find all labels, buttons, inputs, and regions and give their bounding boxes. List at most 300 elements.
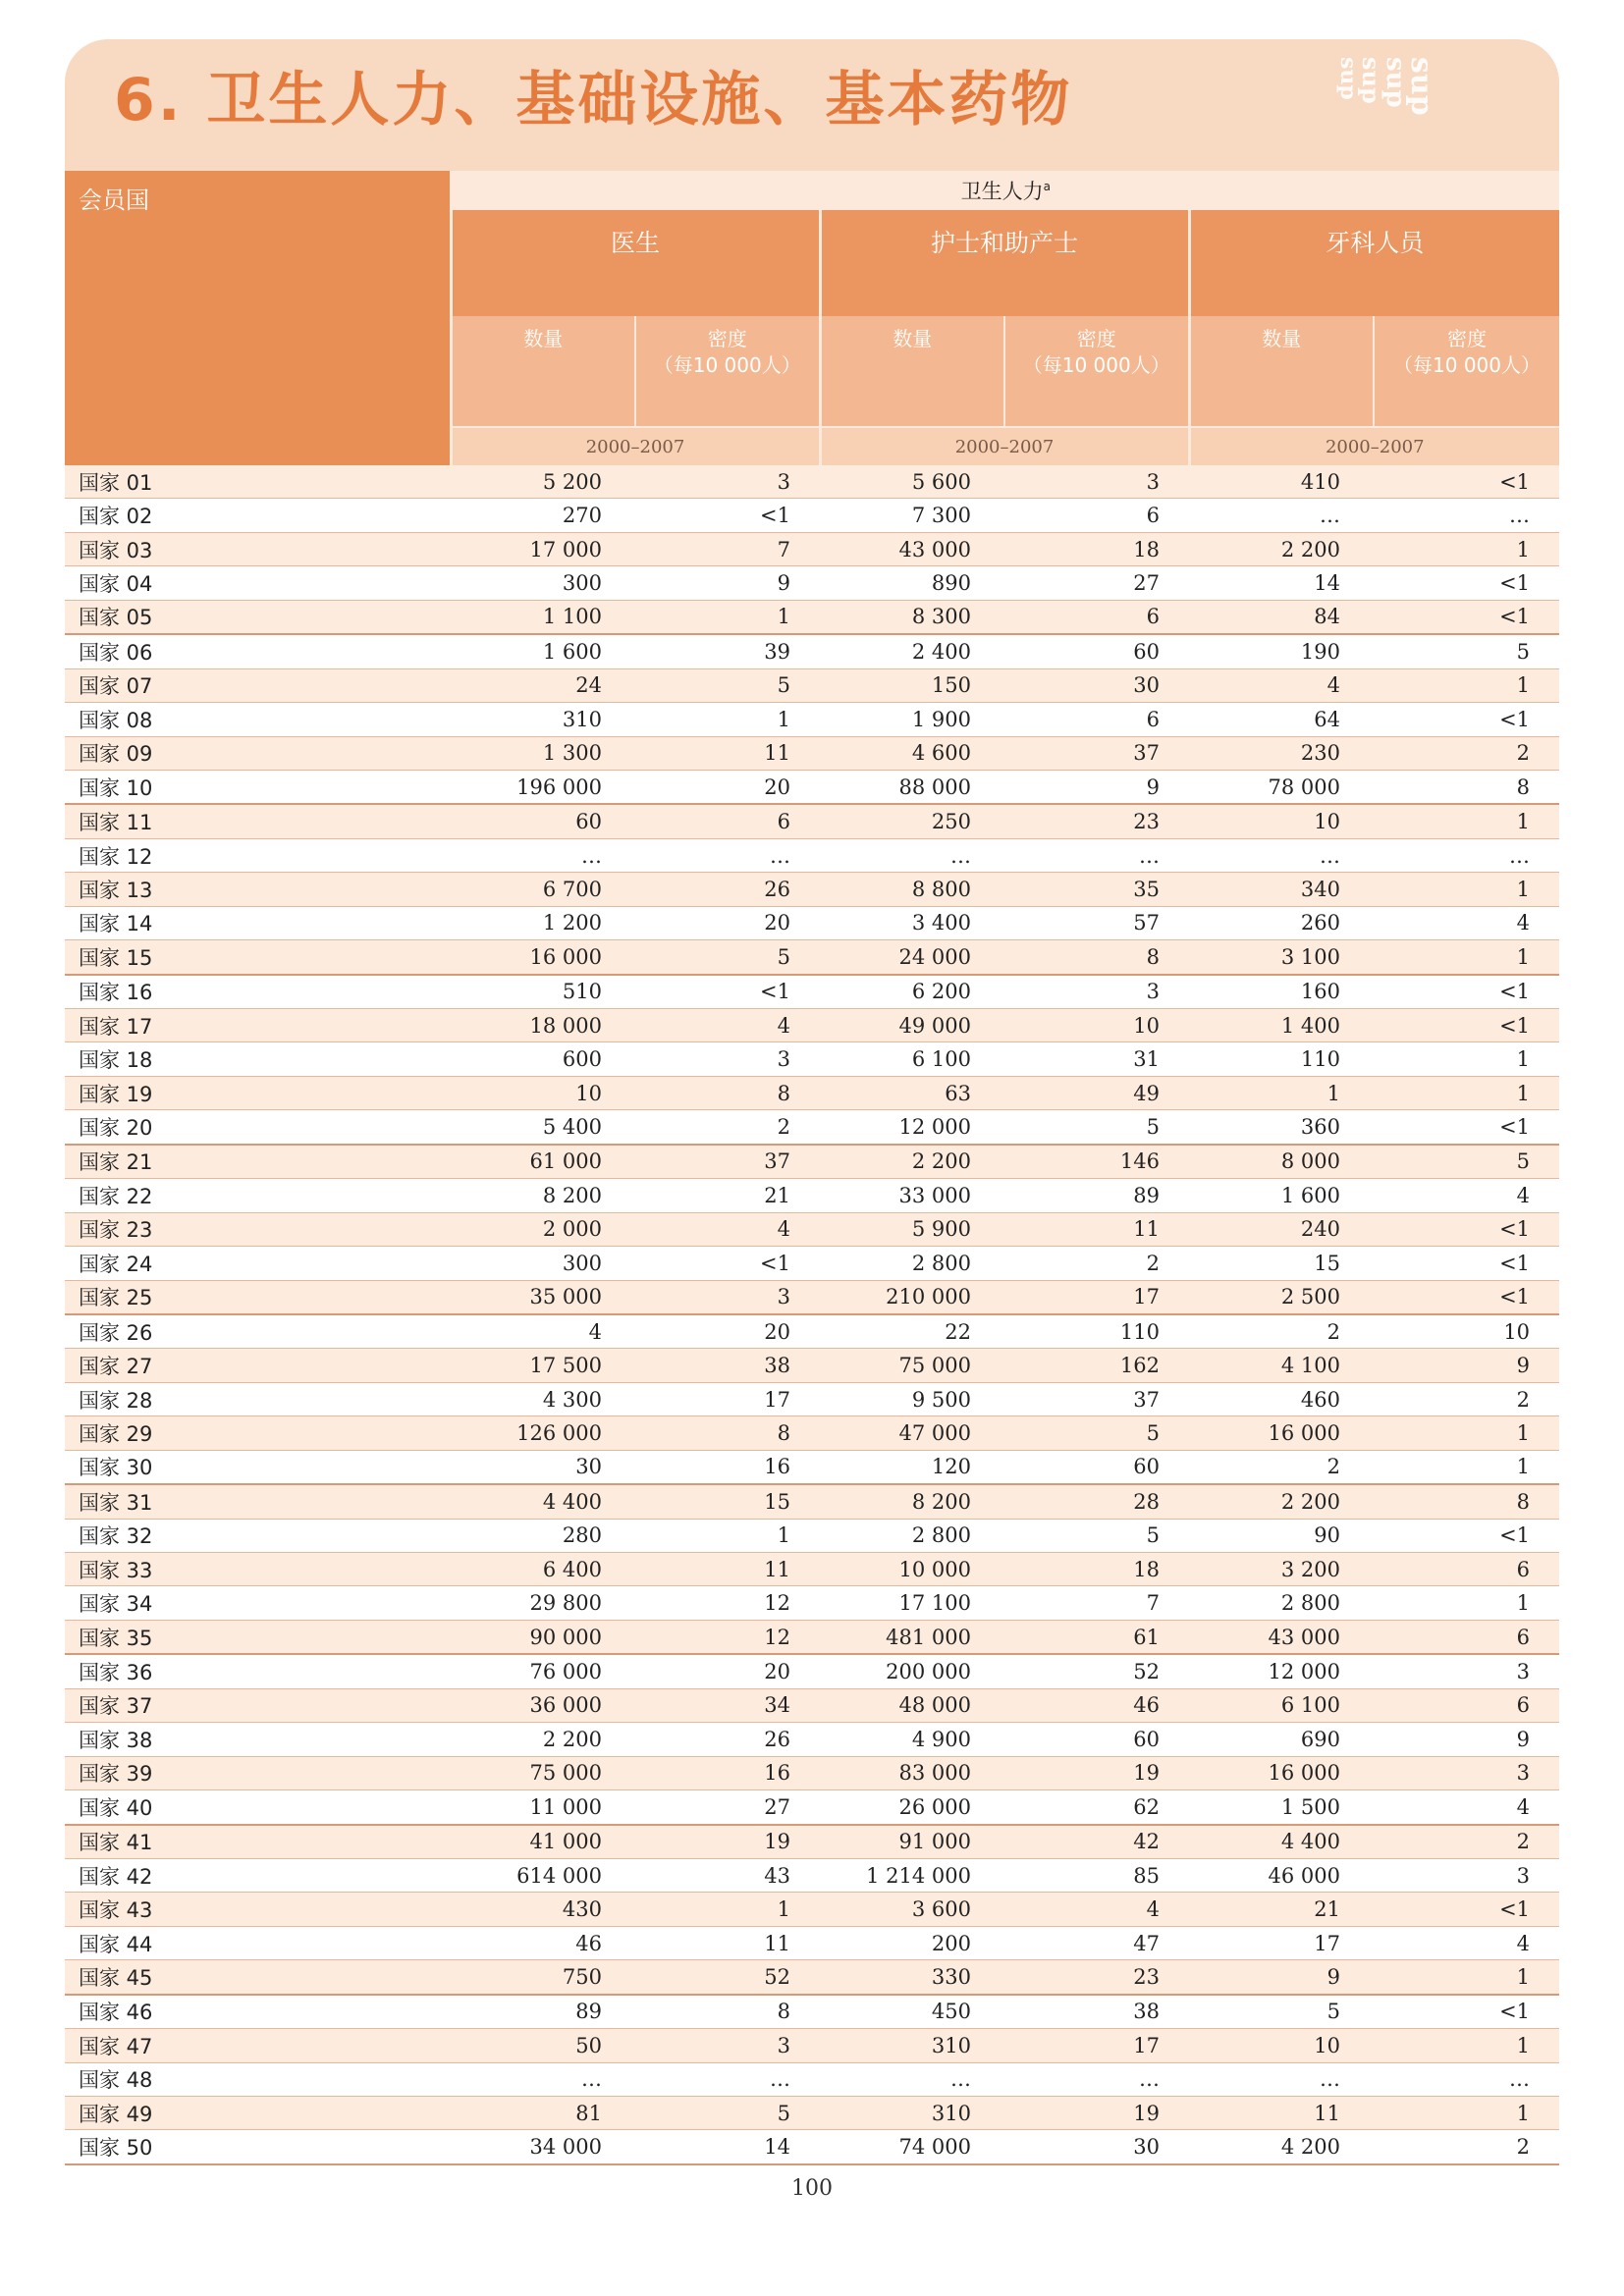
table-row [65, 1723, 1559, 1756]
dentistry-count-cell: 190 [1189, 634, 1374, 668]
table-row [65, 1349, 1559, 1382]
physicians-count-cell: 4 400 [451, 1484, 635, 1519]
density-unit: （每10 000人） [1022, 353, 1170, 377]
dentistry-density-cell: 6 [1374, 1620, 1559, 1654]
dentistry-density-cell: 1 [1374, 804, 1559, 838]
nurses-count-cell: 24 000 [820, 940, 1004, 975]
country-cell: 国家 42 [65, 1858, 451, 1892]
country-cell: 国家 22 [65, 1179, 451, 1212]
nurses-count-cell: 8 200 [820, 1484, 1004, 1519]
table-row [65, 1416, 1559, 1450]
nurses-density-cell: 46 [1004, 1688, 1189, 1722]
nurses-count-cell: 6 200 [820, 975, 1004, 1009]
nurses-density-cell: 6 [1004, 499, 1189, 532]
nurses-count-cell: … [820, 838, 1004, 872]
nurses-density-cell: 60 [1004, 1450, 1189, 1484]
physicians-density-cell: 7 [635, 532, 820, 565]
physicians-count-cell: 2 000 [451, 1212, 635, 1246]
dentistry-density-cell: 9 [1374, 1349, 1559, 1382]
nurses-count-cell: 9 500 [820, 1382, 1004, 1415]
dentistry-density-cell: 2 [1374, 736, 1559, 770]
dentistry-count-cell: 64 [1189, 703, 1374, 736]
table-row [65, 873, 1559, 906]
physicians-density-cell: 20 [635, 1314, 820, 1349]
dentistry-count-cell: 4 400 [1189, 1825, 1374, 1859]
nurses-density-cell: 42 [1004, 1825, 1189, 1859]
dentistry-count-cell: 10 [1189, 2029, 1374, 2062]
physicians-density-cell: 26 [635, 1723, 820, 1756]
country-cell: 国家 08 [65, 703, 451, 736]
dentistry-density-cell: 8 [1374, 1484, 1559, 1519]
nurses-density-cell: 60 [1004, 1723, 1189, 1756]
dentistry-density-cell: 2 [1374, 2130, 1559, 2164]
physicians-count-cell: 16 000 [451, 940, 635, 975]
dentistry-count-cell: 43 000 [1189, 1620, 1374, 1654]
physicians-density-cell: 34 [635, 1688, 820, 1722]
country-cell: 国家 06 [65, 634, 451, 668]
country-cell: 国家 23 [65, 1212, 451, 1246]
dentistry-density-cell: 5 [1374, 1145, 1559, 1179]
physicians-density-cell: 52 [635, 1960, 820, 1995]
table-row [65, 1009, 1559, 1042]
physicians-count-cell: 4 [451, 1314, 635, 1349]
dentistry-count-cell: 3 200 [1189, 1553, 1374, 1586]
decorative-text-emblem [1335, 53, 1441, 157]
dentistry-density-cell: 1 [1374, 1416, 1559, 1450]
nurses-count-cell: 26 000 [820, 1790, 1004, 1825]
physicians-density-cell: 1 [635, 600, 820, 634]
nurses-density-cell: 3 [1004, 465, 1189, 499]
nurses-count-cell: 450 [820, 1995, 1004, 2029]
dentistry-count-cell: 16 000 [1189, 1416, 1374, 1450]
nurses-count-cell: 48 000 [820, 1688, 1004, 1722]
nurses-years: 2000–2007 [820, 427, 1189, 465]
dentistry-density-cell: 1 [1374, 532, 1559, 565]
physicians-density-cell: 27 [635, 1790, 820, 1825]
nurses-density-cell: … [1004, 2062, 1189, 2096]
country-column-header: 会员国 [65, 171, 451, 465]
table-row [65, 906, 1559, 939]
physicians-density-cell: 1 [635, 1893, 820, 1926]
dentistry-density-cell: 1 [1374, 1450, 1559, 1484]
country-cell: 国家 38 [65, 1723, 451, 1756]
nurses-count-cell: 17 100 [820, 1586, 1004, 1620]
nurses-count-cell: 8 300 [820, 600, 1004, 634]
physicians-count-cell: 89 [451, 1995, 635, 2029]
dentistry-count-cell: 78 000 [1189, 770, 1374, 804]
physicians-density-cell: 26 [635, 873, 820, 906]
physicians-count-cell: 60 [451, 804, 635, 838]
table-row [65, 940, 1559, 975]
physicians-density-cell: 3 [635, 465, 820, 499]
dentistry-count-cell: 8 000 [1189, 1145, 1374, 1179]
dentistry-count-cell: 16 000 [1189, 1756, 1374, 1789]
country-cell: 国家 21 [65, 1145, 451, 1179]
nurses-count-cell: 4 900 [820, 1723, 1004, 1756]
nurses-density-cell: 17 [1004, 2029, 1189, 2062]
nurses-count-cell: 88 000 [820, 770, 1004, 804]
nurses-count-cell: 1 214 000 [820, 1858, 1004, 1892]
dentistry-count-cell: 5 [1189, 1995, 1374, 2029]
nurses-density-cell: 162 [1004, 1349, 1189, 1382]
dentistry-count-cell: 1 500 [1189, 1790, 1374, 1825]
table-row [65, 1519, 1559, 1552]
table-row [65, 1076, 1559, 1109]
physicians-count-cell: 50 [451, 2029, 635, 2062]
nurses-count-cell: 1 900 [820, 703, 1004, 736]
country-cell: 国家 27 [65, 1349, 451, 1382]
deco-text-1: sup [1404, 57, 1438, 116]
dentistry-count-cell: 2 800 [1189, 1586, 1374, 1620]
table-row [65, 1247, 1559, 1280]
dentistry-count-cell: 11 [1189, 2097, 1374, 2130]
nurses-count-cell: 3 600 [820, 1893, 1004, 1926]
nurses-density-cell: 38 [1004, 1995, 1189, 2029]
physicians-density-cell: <1 [635, 499, 820, 532]
nurses-count-cell: 22 [820, 1314, 1004, 1349]
dentistry-count-cell: 260 [1189, 906, 1374, 939]
physicians-count-cell: … [451, 838, 635, 872]
physicians-count-cell: 41 000 [451, 1825, 635, 1859]
dentistry-density-cell: 3 [1374, 1756, 1559, 1789]
nurses-density-cell: 146 [1004, 1145, 1189, 1179]
table-row [65, 838, 1559, 872]
nurses-density-cell: 6 [1004, 600, 1189, 634]
table-row [65, 566, 1559, 600]
physicians-density-cell: 38 [635, 1349, 820, 1382]
nurses-density-cell: 5 [1004, 1519, 1189, 1552]
country-cell: 国家 03 [65, 532, 451, 565]
dentistry-density-cell: … [1374, 499, 1559, 532]
country-cell: 国家 43 [65, 1893, 451, 1926]
physicians-count-cell: 1 300 [451, 736, 635, 770]
country-cell: 国家 15 [65, 940, 451, 975]
physicians-count-cell: 6 700 [451, 873, 635, 906]
physicians-count-cell: 6 400 [451, 1553, 635, 1586]
dentistry-density-cell: <1 [1374, 1280, 1559, 1314]
dentistry-density-cell: <1 [1374, 566, 1559, 600]
nurses-density-cell: 8 [1004, 940, 1189, 975]
workforce-label: 卫生人力 [960, 180, 1044, 203]
nurses-density-cell: 11 [1004, 1212, 1189, 1246]
nurses-density-cell: 89 [1004, 1179, 1189, 1212]
table-row [65, 1553, 1559, 1586]
physicians-count-cell: 17 500 [451, 1349, 635, 1382]
nurses-density-cell: 49 [1004, 1076, 1189, 1109]
dentistry-density-cell: 1 [1374, 1042, 1559, 1076]
table-row [65, 668, 1559, 702]
dentistry-density-cell: 1 [1374, 873, 1559, 906]
table-row [65, 1314, 1559, 1349]
nurses-density-cell: 18 [1004, 532, 1189, 565]
physicians-density-cell: 9 [635, 566, 820, 600]
nurses-header: 护士和助产士 [820, 210, 1189, 316]
table-row [65, 1280, 1559, 1314]
physicians-count-cell: 46 [451, 1926, 635, 1959]
physicians-count-cell: 75 000 [451, 1756, 635, 1789]
nurses-count-cell: 74 000 [820, 2130, 1004, 2164]
dentistry-count-cell: 90 [1189, 1519, 1374, 1552]
country-cell: 国家 40 [65, 1790, 451, 1825]
table-row [65, 1179, 1559, 1212]
table-row [65, 2062, 1559, 2096]
table-row [65, 804, 1559, 838]
country-cell: 国家 29 [65, 1416, 451, 1450]
physicians-count-cell: 600 [451, 1042, 635, 1076]
table-row [65, 1654, 1559, 1688]
dentistry-density-cell: <1 [1374, 1519, 1559, 1552]
dentistry-count-cell: 12 000 [1189, 1654, 1374, 1688]
table-row [65, 1756, 1559, 1789]
physicians-density-cell: 5 [635, 2097, 820, 2130]
dentistry-density-cell: 4 [1374, 1179, 1559, 1212]
nurses-density-cell: 30 [1004, 668, 1189, 702]
table-row [65, 770, 1559, 804]
nurses-density-cell: 110 [1004, 1314, 1189, 1349]
nurses-count-cell: 83 000 [820, 1756, 1004, 1789]
country-cell: 国家 33 [65, 1553, 451, 1586]
table-row [65, 2097, 1559, 2130]
dentistry-density-header [1374, 316, 1559, 427]
dentistry-density-cell: 2 [1374, 1382, 1559, 1415]
physicians-density-cell: 11 [635, 736, 820, 770]
physicians-count-cell: 280 [451, 1519, 635, 1552]
dentistry-count-cell: 2 200 [1189, 532, 1374, 565]
nurses-density-cell: 28 [1004, 1484, 1189, 1519]
nurses-density-cell: 19 [1004, 2097, 1189, 2130]
country-cell: 国家 32 [65, 1519, 451, 1552]
table-row [65, 2130, 1559, 2164]
nurses-density-cell: 6 [1004, 703, 1189, 736]
physicians-density-cell: 2 [635, 1110, 820, 1145]
nurses-count-cell: 890 [820, 566, 1004, 600]
dentistry-density-cell: 1 [1374, 2097, 1559, 2130]
dentistry-count-cell: 15 [1189, 1247, 1374, 1280]
country-cell: 国家 18 [65, 1042, 451, 1076]
nurses-density-cell: 23 [1004, 1960, 1189, 1995]
dentistry-count-cell: 360 [1189, 1110, 1374, 1145]
physicians-density-cell: 4 [635, 1009, 820, 1042]
dentistry-count-cell: 17 [1189, 1926, 1374, 1959]
physicians-density-cell: … [635, 2062, 820, 2096]
physicians-density-cell: 3 [635, 1042, 820, 1076]
dentistry-density-cell: 4 [1374, 906, 1559, 939]
nurses-count-cell: 47 000 [820, 1416, 1004, 1450]
nurses-count-cell: 75 000 [820, 1349, 1004, 1382]
table-row [65, 1620, 1559, 1654]
physicians-count-cell: 1 600 [451, 634, 635, 668]
dentistry-density-cell: <1 [1374, 1247, 1559, 1280]
country-cell: 国家 26 [65, 1314, 451, 1349]
table-row [65, 1382, 1559, 1415]
table-row [65, 2029, 1559, 2062]
table-row [65, 703, 1559, 736]
physicians-count-cell: 10 [451, 1076, 635, 1109]
physicians-count-cell: 270 [451, 499, 635, 532]
dentistry-count-cell: 1 600 [1189, 1179, 1374, 1212]
country-cell: 国家 19 [65, 1076, 451, 1109]
nurses-density-cell: 9 [1004, 770, 1189, 804]
dentistry-density-cell: 3 [1374, 1858, 1559, 1892]
dentistry-density-cell: 6 [1374, 1553, 1559, 1586]
nurses-count-cell: 3 400 [820, 906, 1004, 939]
nurses-count-cell: 330 [820, 1960, 1004, 1995]
dentistry-count-cell: 2 [1189, 1314, 1374, 1349]
dentistry-count-cell: 340 [1189, 873, 1374, 906]
dentistry-density-cell: … [1374, 838, 1559, 872]
physicians-count-header: 数量 [451, 316, 635, 427]
physicians-density-cell: 4 [635, 1212, 820, 1246]
page-number: 100 [791, 2176, 833, 2201]
nurses-density-cell: 30 [1004, 2130, 1189, 2164]
physicians-density-cell: 12 [635, 1586, 820, 1620]
nurses-count-cell: 49 000 [820, 1009, 1004, 1042]
physicians-density-cell: 3 [635, 2029, 820, 2062]
physicians-density-cell: 39 [635, 634, 820, 668]
nurses-density-cell: 37 [1004, 1382, 1189, 1415]
country-cell: 国家 24 [65, 1247, 451, 1280]
nurses-count-cell: 200 [820, 1926, 1004, 1959]
country-cell: 国家 44 [65, 1926, 451, 1959]
nurses-density-cell: 61 [1004, 1620, 1189, 1654]
nurses-count-cell: 310 [820, 2097, 1004, 2130]
country-cell: 国家 10 [65, 770, 451, 804]
table-row [65, 1858, 1559, 1892]
dentistry-count-cell: 2 500 [1189, 1280, 1374, 1314]
data-table [65, 171, 1559, 2165]
physicians-count-cell: 310 [451, 703, 635, 736]
dentistry-density-cell: 8 [1374, 770, 1559, 804]
physicians-count-cell: 34 000 [451, 2130, 635, 2164]
nurses-count-cell: 310 [820, 2029, 1004, 2062]
table-row [65, 634, 1559, 668]
density-unit: （每10 000人） [1393, 353, 1542, 377]
nurses-density-header [1004, 316, 1189, 427]
nurses-count-cell: 210 000 [820, 1280, 1004, 1314]
nurses-density-cell: 2 [1004, 1247, 1189, 1280]
table-row [65, 532, 1559, 565]
physicians-density-cell: 20 [635, 770, 820, 804]
nurses-count-header: 数量 [820, 316, 1004, 427]
physicians-density-cell: 11 [635, 1926, 820, 1959]
physicians-density-cell: 11 [635, 1553, 820, 1586]
country-cell: 国家 36 [65, 1654, 451, 1688]
country-cell: 国家 47 [65, 2029, 451, 2062]
dentistry-density-cell: 5 [1374, 634, 1559, 668]
dentistry-count-cell: 46 000 [1189, 1858, 1374, 1892]
dentistry-density-cell: <1 [1374, 1009, 1559, 1042]
physicians-density-cell: 16 [635, 1450, 820, 1484]
nurses-count-cell: 10 000 [820, 1553, 1004, 1586]
country-cell: 国家 05 [65, 600, 451, 634]
physicians-count-cell: 30 [451, 1450, 635, 1484]
dentistry-count-cell: 3 100 [1189, 940, 1374, 975]
nurses-density-cell: 18 [1004, 1553, 1189, 1586]
density-unit: （每10 000人） [653, 353, 801, 377]
physicians-density-cell: 3 [635, 1280, 820, 1314]
nurses-count-cell: 2 400 [820, 634, 1004, 668]
dentistry-density-cell: <1 [1374, 1212, 1559, 1246]
nurses-count-cell: 250 [820, 804, 1004, 838]
dentistry-count-header: 数量 [1189, 316, 1374, 427]
nurses-density-cell: 35 [1004, 873, 1189, 906]
country-cell: 国家 41 [65, 1825, 451, 1859]
physicians-count-cell: 11 000 [451, 1790, 635, 1825]
physicians-count-cell: 2 200 [451, 1723, 635, 1756]
dentistry-count-cell: 2 [1189, 1450, 1374, 1484]
dentistry-count-cell: 10 [1189, 804, 1374, 838]
dentistry-count-cell: 1 [1189, 1076, 1374, 1109]
dentistry-count-cell: 410 [1189, 465, 1374, 499]
physicians-count-cell: 126 000 [451, 1416, 635, 1450]
physicians-count-cell: 24 [451, 668, 635, 702]
nurses-count-cell: 33 000 [820, 1179, 1004, 1212]
physicians-density-cell: 12 [635, 1620, 820, 1654]
physicians-count-cell: 18 000 [451, 1009, 635, 1042]
dentistry-density-cell: <1 [1374, 703, 1559, 736]
dentistry-density-cell: <1 [1374, 465, 1559, 499]
dentistry-count-cell: 84 [1189, 600, 1374, 634]
dentistry-density-cell: 9 [1374, 1723, 1559, 1756]
nurses-count-cell: 120 [820, 1450, 1004, 1484]
physicians-density-header [635, 316, 820, 427]
nurses-count-cell: 150 [820, 668, 1004, 702]
nurses-count-cell: 5 600 [820, 465, 1004, 499]
country-cell: 国家 04 [65, 566, 451, 600]
nurses-count-cell: 2 200 [820, 1145, 1004, 1179]
country-cell: 国家 49 [65, 2097, 451, 2130]
physicians-count-cell: 81 [451, 2097, 635, 2130]
physicians-density-cell: 19 [635, 1825, 820, 1859]
table-body [65, 465, 1559, 2164]
country-cell: 国家 14 [65, 906, 451, 939]
table-row [65, 1960, 1559, 1995]
nurses-count-cell: 63 [820, 1076, 1004, 1109]
nurses-count-cell: 5 900 [820, 1212, 1004, 1246]
dentistry-count-cell: 160 [1189, 975, 1374, 1009]
title-banner [65, 39, 1559, 171]
physicians-count-cell: 76 000 [451, 1654, 635, 1688]
physicians-density-cell: 8 [635, 1995, 820, 2029]
physicians-density-cell: 1 [635, 703, 820, 736]
dentistry-density-cell: <1 [1374, 975, 1559, 1009]
country-cell: 国家 37 [65, 1688, 451, 1722]
physicians-density-cell: 37 [635, 1145, 820, 1179]
physicians-density-cell: 43 [635, 1858, 820, 1892]
country-cell: 国家 31 [65, 1484, 451, 1519]
physicians-count-cell: 5 400 [451, 1110, 635, 1145]
dentistry-density-cell: <1 [1374, 1110, 1559, 1145]
table-row [65, 1145, 1559, 1179]
physicians-count-cell: 614 000 [451, 1858, 635, 1892]
physicians-density-cell: 15 [635, 1484, 820, 1519]
physicians-count-cell: 196 000 [451, 770, 635, 804]
dentistry-density-cell: 10 [1374, 1314, 1559, 1349]
nurses-density-cell: 17 [1004, 1280, 1189, 1314]
country-cell: 国家 02 [65, 499, 451, 532]
physicians-count-cell: 8 200 [451, 1179, 635, 1212]
physicians-density-cell: 21 [635, 1179, 820, 1212]
physicians-density-cell: 14 [635, 2130, 820, 2164]
physicians-count-cell: … [451, 2062, 635, 2096]
physicians-count-cell: 17 000 [451, 532, 635, 565]
dentistry-density-cell: 4 [1374, 1790, 1559, 1825]
nurses-density-cell: 57 [1004, 906, 1189, 939]
country-cell: 国家 13 [65, 873, 451, 906]
table-row [65, 499, 1559, 532]
dentistry-density-cell: 1 [1374, 1960, 1559, 1995]
physicians-count-cell: 300 [451, 566, 635, 600]
